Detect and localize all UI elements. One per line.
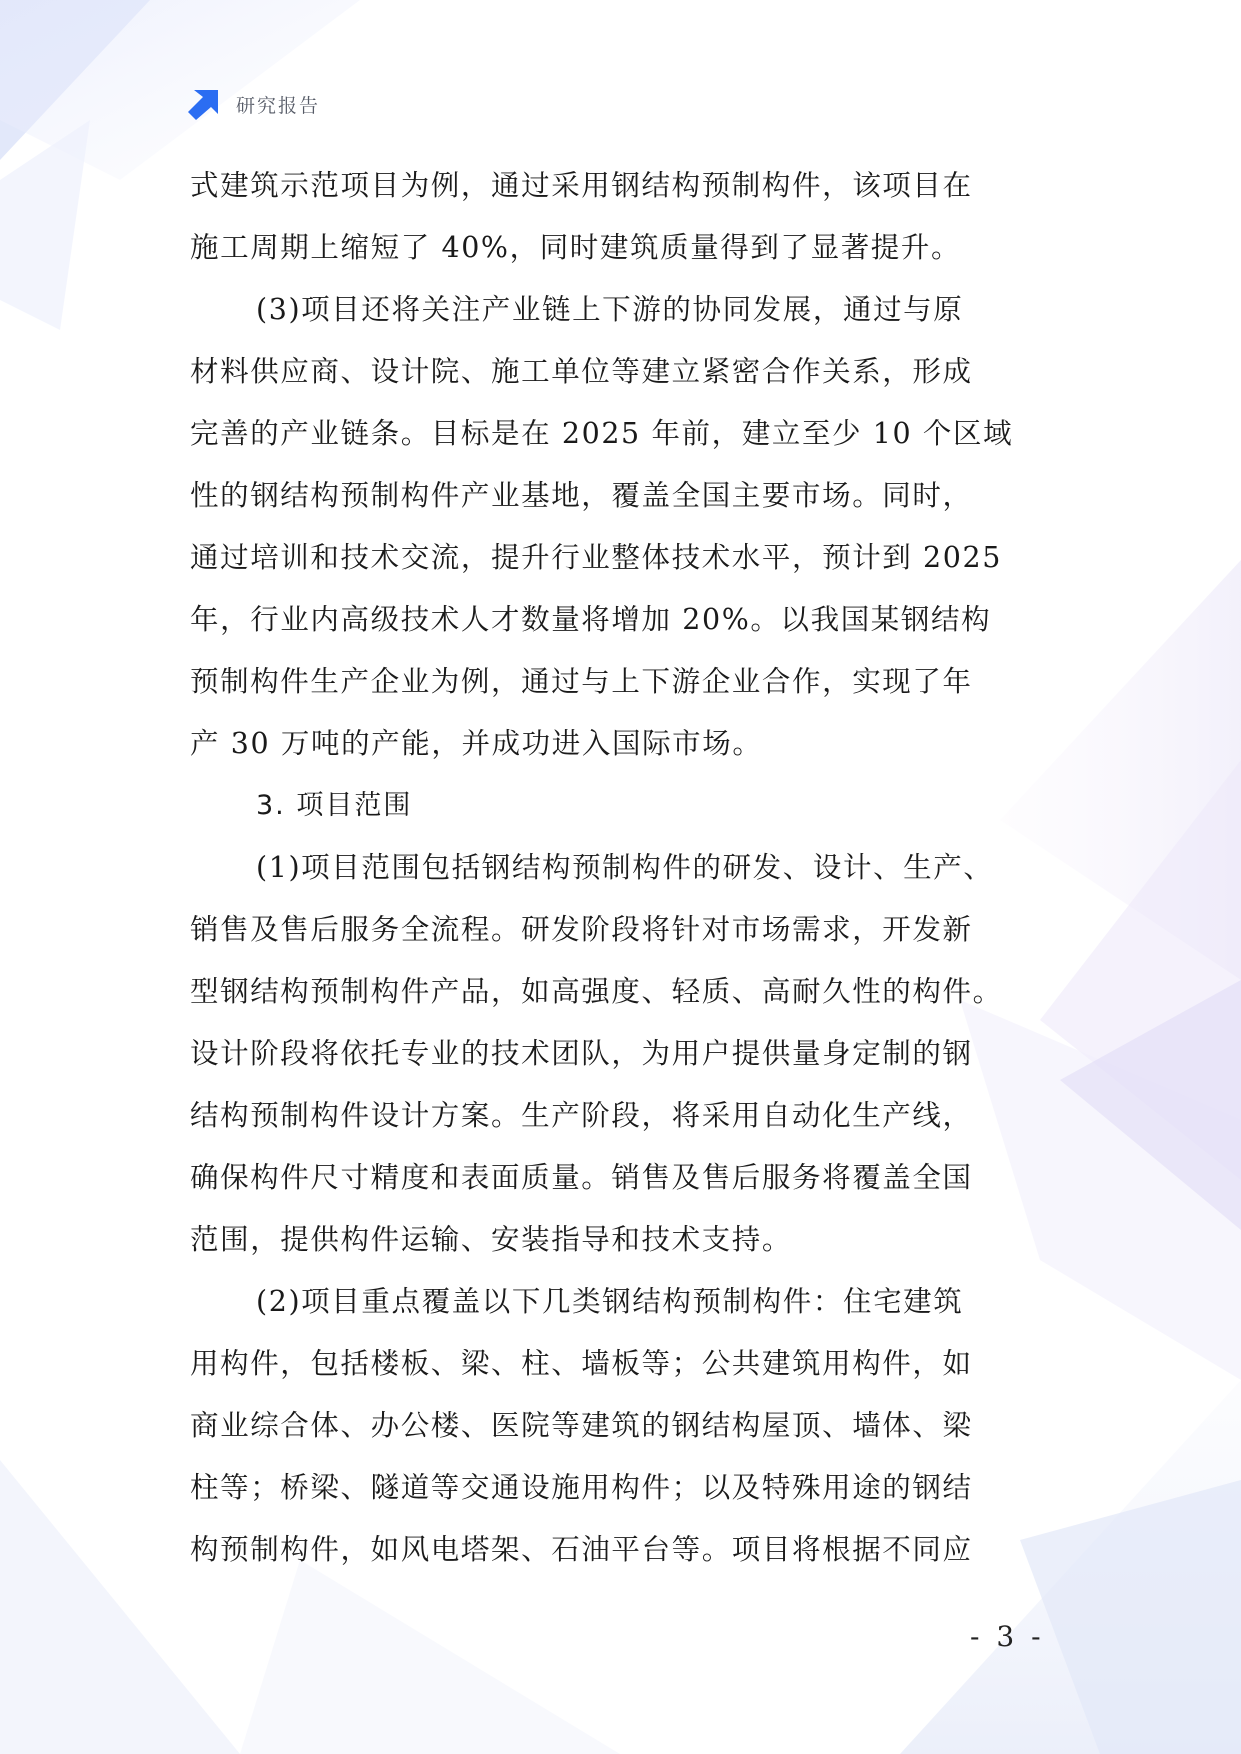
document-body xyxy=(190,155,1060,1581)
text-line: (3)项目还将关注产业链上下游的协同发展，通过与原 xyxy=(256,293,964,326)
text-line: 式建筑示范项目为例，通过采用钢结构预制构件，该项目在 xyxy=(190,169,973,202)
text-line: 施工周期上缩短了 40%，同时建筑质量得到了显著提升。 xyxy=(190,231,962,264)
header-title: 研究报告 xyxy=(236,94,321,117)
page-header xyxy=(186,86,320,122)
text-line: (1)项目范围包括钢结构预制构件的研发、设计、生产、 xyxy=(256,851,994,884)
text-line: 完善的产业链条。目标是在 2025 年前，建立至少 10 个区域 xyxy=(190,417,1014,450)
text-line: 商业综合体、办公楼、医院等建筑的钢结构屋顶、墙体、梁 xyxy=(190,1409,973,1442)
text-line: 性的钢结构预制构件产业基地，覆盖全国主要市场。同时， xyxy=(190,479,973,512)
text-line: 产 30 万吨的产能，并成功进入国际市场。 xyxy=(190,727,763,760)
text-line: 范围，提供构件运输、安装指导和技术支持。 xyxy=(190,1223,793,1256)
text-line: 通过培训和技术交流，提升行业整体技术水平，预计到 2025 xyxy=(190,541,1002,574)
text-line: 销售及售后服务全流程。研发阶段将针对市场需求，开发新 xyxy=(190,913,973,946)
text-line: 用构件，包括楼板、梁、柱、墙板等；公共建筑用构件，如 xyxy=(190,1347,973,1380)
text-line: (2)项目重点覆盖以下几类钢结构预制构件：住宅建筑 xyxy=(256,1285,964,1318)
text-line: 设计阶段将依托专业的技术团队，为用户提供量身定制的钢 xyxy=(190,1037,973,1070)
text-line: 确保构件尺寸精度和表面质量。销售及售后服务将覆盖全国 xyxy=(190,1161,973,1194)
page-number: - 3 - xyxy=(970,1620,1045,1653)
text-line: 材料供应商、设计院、施工单位等建立紧密合作关系，形成 xyxy=(190,355,973,388)
text-line: 年，行业内高级技术人才数量将增加 20%。以我国某钢结构 xyxy=(190,603,992,636)
text-line: 预制构件生产企业为例，通过与上下游企业合作，实现了年 xyxy=(190,665,973,698)
arrow-up-right-icon xyxy=(186,86,222,122)
section-heading: 3. 项目范围 xyxy=(256,790,413,821)
text-line: 构预制构件，如风电塔架、石油平台等。项目将根据不同应 xyxy=(190,1533,973,1566)
text-line: 型钢结构预制构件产品，如高强度、轻质、高耐久性的构件。 xyxy=(190,975,1003,1008)
text-line: 结构预制构件设计方案。生产阶段，将采用自动化生产线， xyxy=(190,1099,973,1132)
text-line: 柱等；桥梁、隧道等交通设施用构件；以及特殊用途的钢结 xyxy=(190,1471,973,1504)
